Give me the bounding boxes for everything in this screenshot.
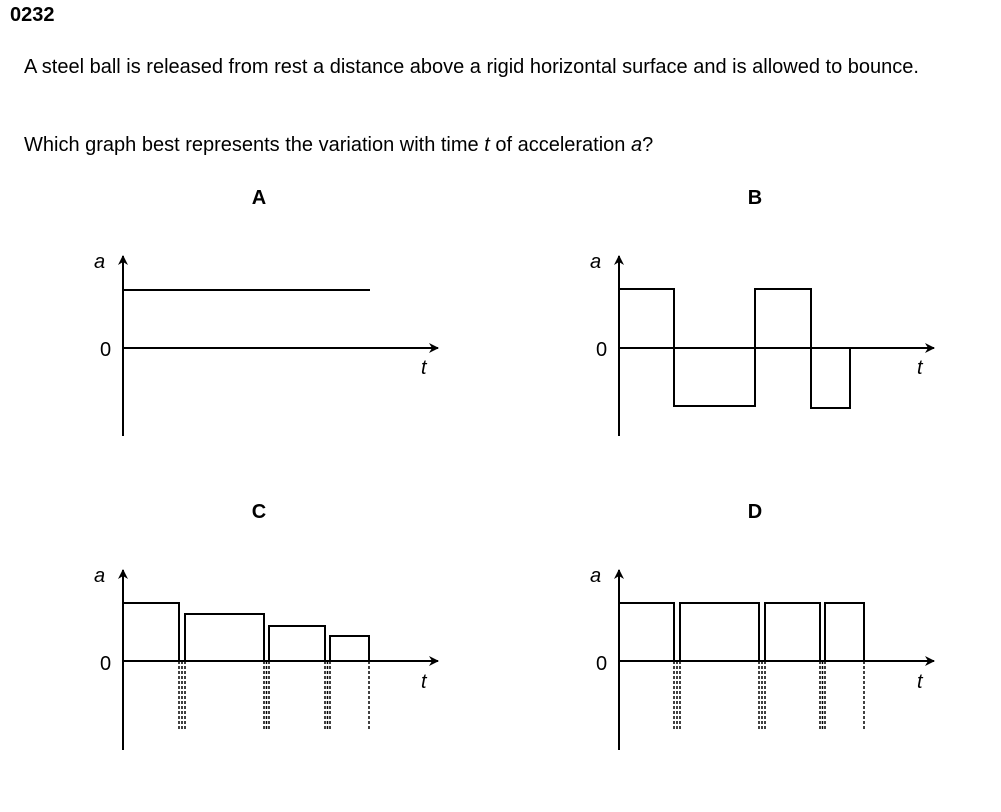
stem-text: A steel ball is released from rest a distance above a rigid horizontal surface and is allowed to bounce. — [24, 56, 919, 78]
graph-c-block-1 — [123, 603, 179, 661]
option-a-label[interactable]: A — [251, 187, 267, 209]
graph-a[interactable] — [123, 256, 438, 436]
option-c-label[interactable]: C — [251, 501, 267, 523]
option-d-label[interactable]: D — [747, 501, 763, 523]
graph-d-block-2 — [680, 603, 759, 661]
graph-c-spikes — [179, 661, 369, 730]
graph-d-spikes — [674, 661, 864, 730]
graph-c[interactable] — [123, 570, 438, 750]
graph-c-block-4 — [330, 636, 369, 661]
graph-d-block-4 — [825, 603, 864, 661]
graph-a-x-label: t — [421, 357, 427, 379]
graph-b-y-label: a — [590, 251, 602, 273]
graph-a-origin-label: 0 — [100, 339, 112, 361]
graph-c-y-label: a — [94, 565, 106, 587]
graph-c-origin-label: 0 — [100, 653, 112, 675]
option-b-label[interactable]: B — [747, 187, 763, 209]
graph-d[interactable] — [619, 570, 934, 750]
graph-d-y-label: a — [590, 565, 602, 587]
graph-b-x-label: t — [917, 357, 923, 379]
graph-b[interactable] — [619, 256, 934, 436]
graph-d-x-label: t — [917, 671, 923, 693]
graph-b-origin-label: 0 — [596, 339, 608, 361]
graph-c-block-3 — [269, 626, 325, 661]
graph-a-y-label: a — [94, 251, 106, 273]
graph-c-block-2 — [185, 614, 264, 661]
question-number: 0232 — [10, 4, 55, 26]
graph-d-origin-label: 0 — [596, 653, 608, 675]
graph-d-block-3 — [765, 603, 820, 661]
graph-d-block-1 — [619, 603, 674, 661]
graph-c-x-label: t — [421, 671, 427, 693]
question-prompt: Which graph best represents the variation with time t of acceleration a? — [24, 134, 654, 156]
